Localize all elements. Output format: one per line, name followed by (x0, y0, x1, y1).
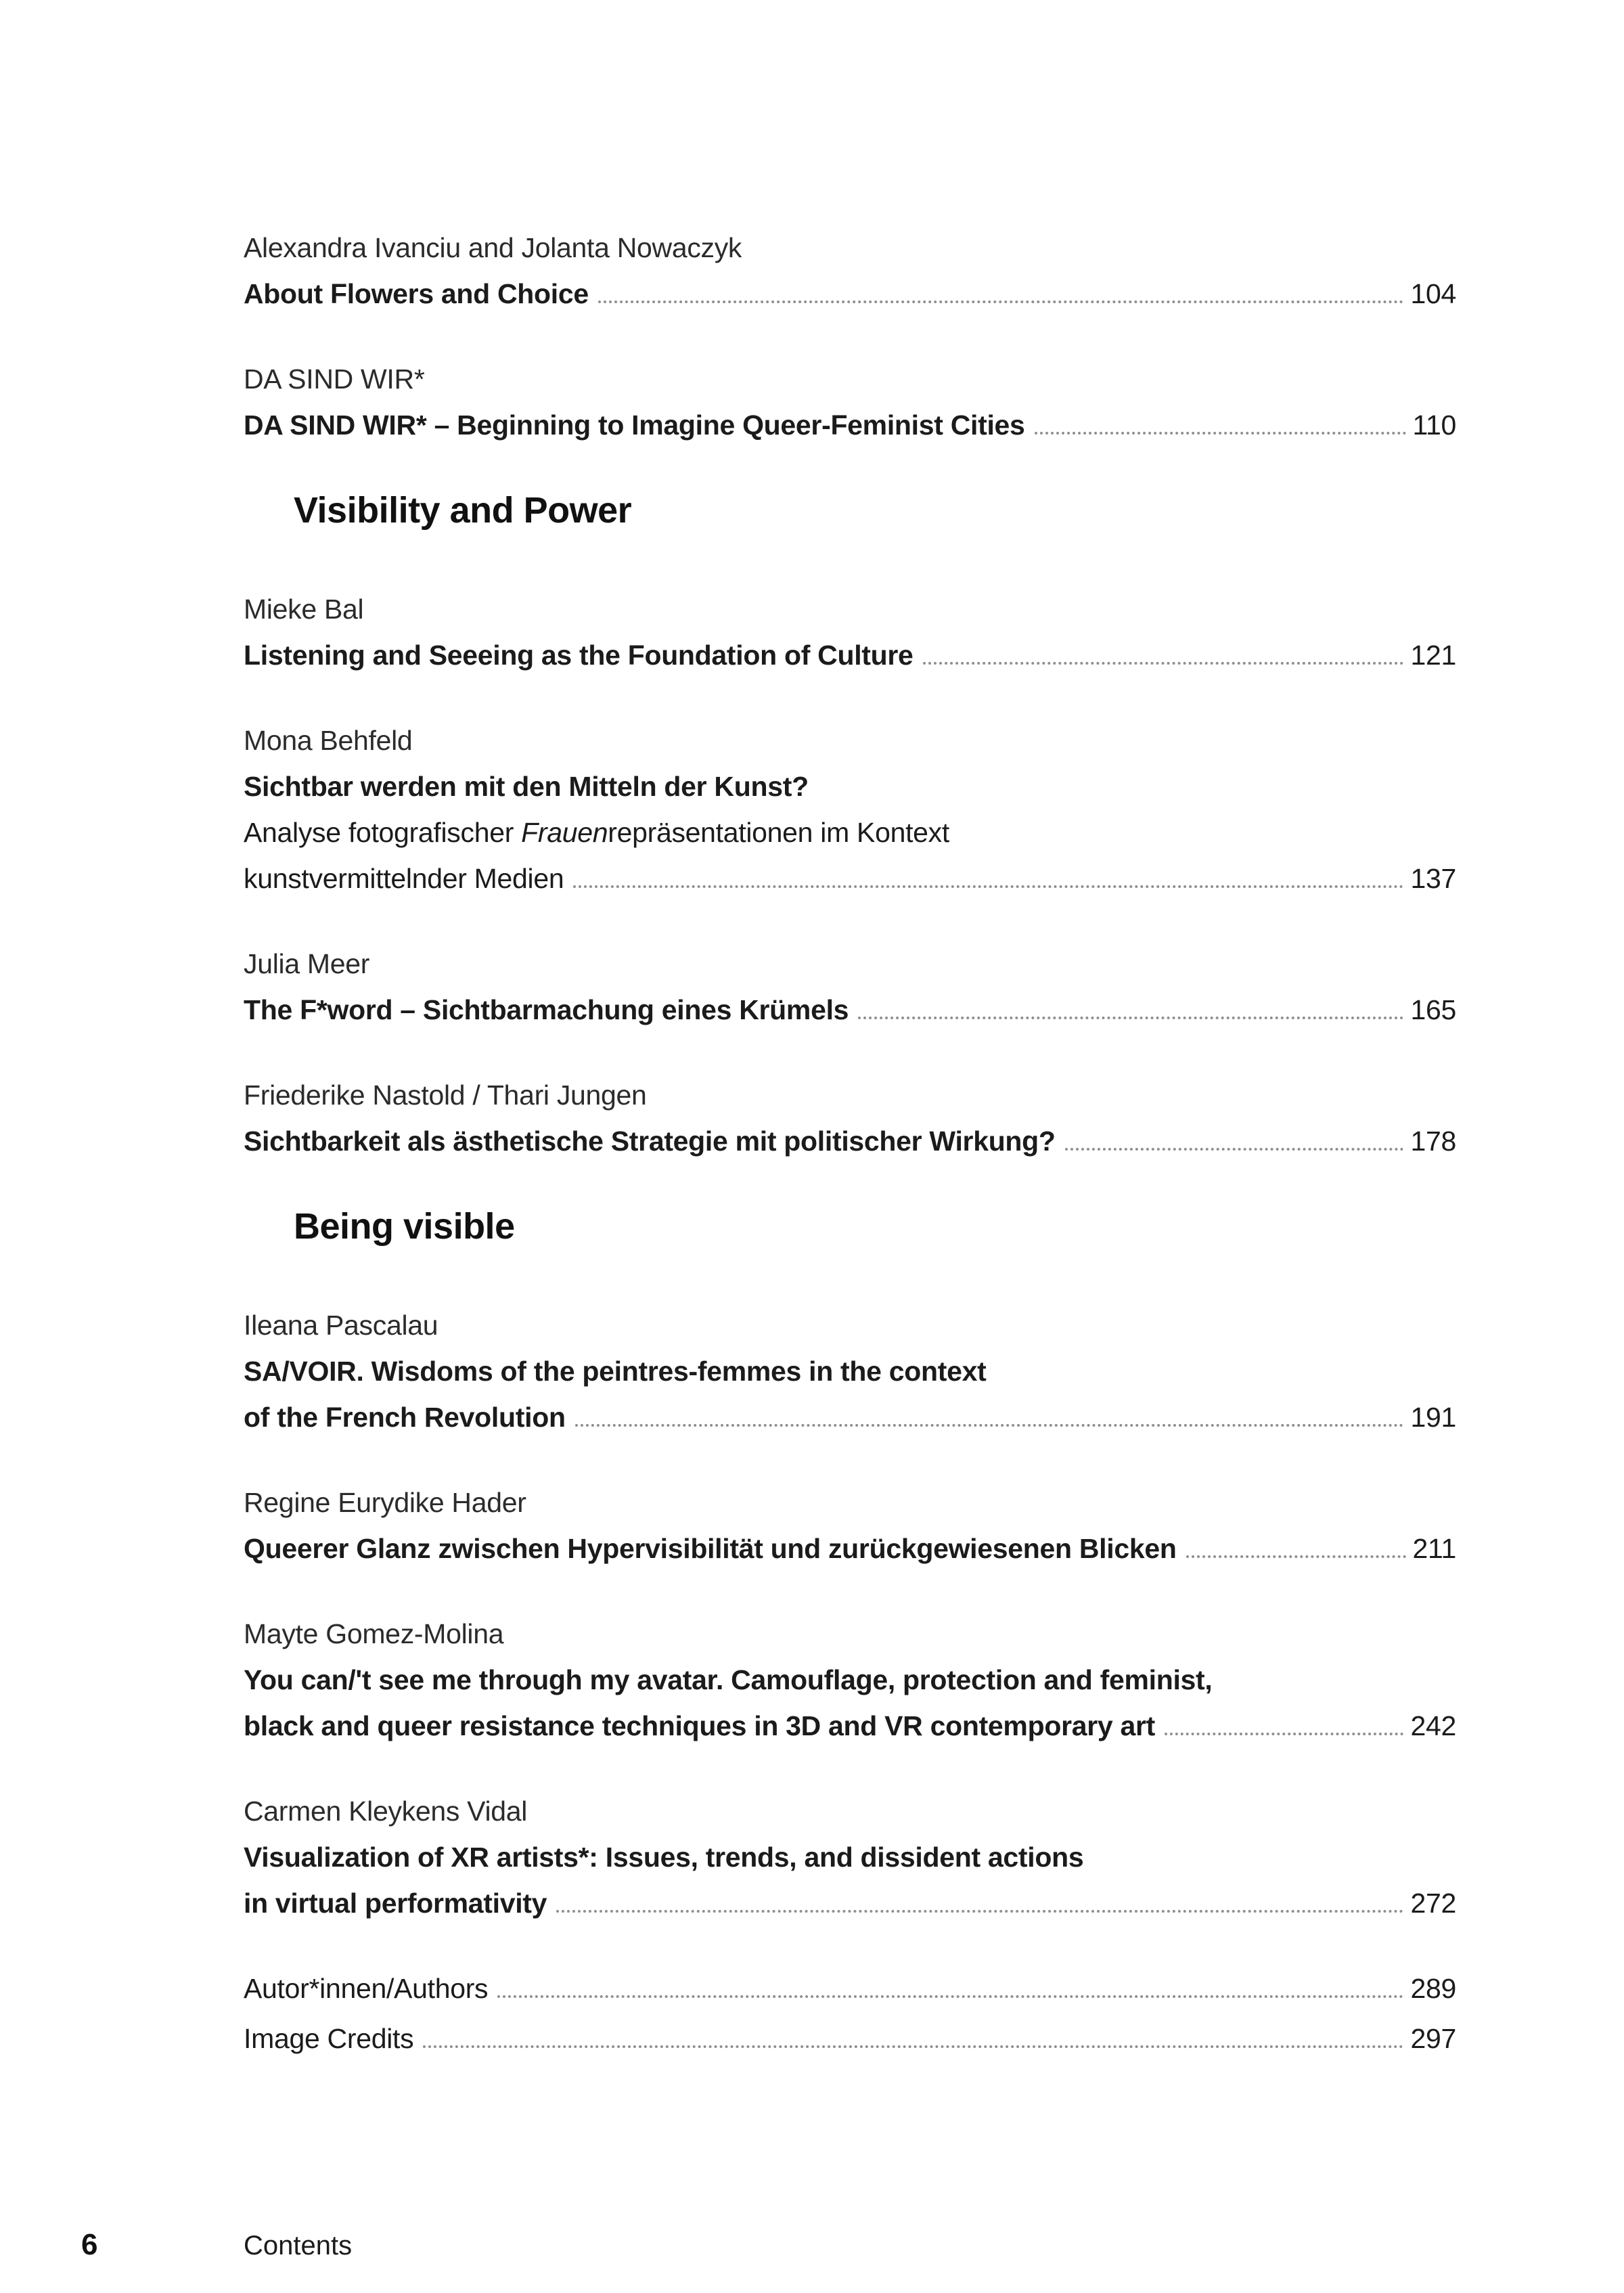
dot-leader (1035, 432, 1406, 435)
entry-title-line (244, 632, 1456, 678)
dot-leader (598, 300, 1404, 303)
entry-title-line (244, 1394, 1456, 1440)
dot-leader (923, 662, 1404, 665)
entry-author: Mayte Gomez-Molina (244, 1618, 504, 1649)
entry-subtitle-line (244, 809, 1456, 855)
dot-leader (573, 885, 1403, 888)
entry-title: Image Credits (244, 2023, 414, 2054)
entry-title-line (244, 1880, 1456, 1926)
entry-page-number: 242 (1410, 1710, 1456, 1741)
dot-leader (423, 2045, 1403, 2048)
entry-page-number: 110 (1412, 409, 1456, 441)
entry-title-line (244, 1834, 1456, 1880)
toc-entry (244, 1788, 1456, 1926)
entry-author: Regine Eurydike Hader (244, 1487, 526, 1518)
dot-leader (575, 1424, 1404, 1427)
dot-leader (858, 1017, 1403, 1019)
subtitle-italic-text: Frauen (521, 817, 608, 848)
entry-title: Queerer Glanz zwischen Hypervisibilität und zurückgewiesenen Blicken (244, 1533, 1177, 1564)
entry-title-line (244, 1703, 1456, 1749)
toc-entry (244, 586, 1456, 678)
dot-leader (1186, 1555, 1406, 1558)
page-number: 6 (81, 2228, 98, 2261)
entry-author: Friederike Nastold / Thari Jungen (244, 1079, 647, 1111)
entry-title: You can/'t see me through my avatar. Camouflage, protection and feminist, (244, 1664, 1213, 1695)
toc-entry (244, 717, 1456, 901)
toc-entry (244, 1072, 1456, 1164)
entry-title: Listening and Seeeing as the Foundation of Culture (244, 640, 914, 671)
entry-page-number: 121 (1410, 640, 1456, 671)
entry-title: The F*word – Sichtbarmachung eines Krümels (244, 994, 849, 1025)
entry-title-line (244, 987, 1456, 1033)
entry-page-number: 165 (1410, 994, 1456, 1025)
subtitle-text: Analyse fotografischer (244, 817, 522, 848)
entry-author: Mona Behfeld (244, 725, 413, 756)
table-of-contents (244, 225, 1456, 2062)
toc-entry (244, 1611, 1456, 1749)
toc-entry (244, 1479, 1456, 1572)
entry-author: Carmen Kleykens Vidal (244, 1796, 528, 1827)
entry-author: DA SIND WIR* (244, 363, 425, 395)
entry-title-line (244, 1118, 1456, 1164)
entry-author: Alexandra Ivanciu and Jolanta Nowaczyk (244, 232, 742, 263)
entry-title: of the French Revolution (244, 1402, 566, 1433)
entry-title: DA SIND WIR* – Beginning to Imagine Queer-Feminist Cities (244, 409, 1025, 441)
entry-page-number: 191 (1410, 1402, 1456, 1433)
entry-page-number: 104 (1410, 278, 1456, 309)
entry-title: About Flowers and Choice (244, 278, 589, 309)
entry-title-line (244, 402, 1456, 448)
section-heading-being-visible: Being visible (294, 1206, 515, 1247)
entry-page-number: 289 (1410, 1973, 1456, 2004)
entry-title-line (244, 1348, 1456, 1394)
entry-title-line (244, 2016, 1456, 2062)
entry-title-line (244, 1526, 1456, 1572)
entry-page-number: 297 (1410, 2023, 1456, 2054)
entry-author: Ileana Pascalau (244, 1310, 438, 1341)
entry-title: Visualization of XR artists*: Issues, trends, and dissident actions (244, 1842, 1084, 1873)
dot-leader (556, 1910, 1403, 1913)
entry-page-number: 137 (1410, 863, 1456, 894)
dot-leader (1065, 1148, 1404, 1151)
toc-entry (244, 2016, 1456, 2062)
entry-title-line (244, 271, 1456, 317)
entry-author: Julia Meer (244, 948, 370, 979)
entry-subtitle (244, 809, 949, 855)
toc-entry (244, 225, 1456, 317)
subtitle-text: repräsentationen im Kontext (608, 817, 949, 848)
entry-subtitle: kunstvermittelnder Medien (244, 863, 564, 894)
entry-title: Autor*innen/Authors (244, 1973, 489, 2004)
entry-title: SA/VOIR. Wisdoms of the peintres-femmes in the context (244, 1356, 987, 1387)
dot-leader (497, 1995, 1403, 1998)
entry-title-line (244, 763, 1456, 809)
entry-title: in virtual performativity (244, 1888, 547, 1919)
entry-title: Sichtbar werden mit den Mitteln der Kunst? (244, 771, 809, 802)
entry-title: Sichtbarkeit als ästhetische Strategie mit politischer Wirkung? (244, 1126, 1056, 1157)
entry-title-line (244, 1657, 1456, 1703)
toc-entry (244, 1965, 1456, 2011)
entry-page-number: 272 (1410, 1888, 1456, 1919)
page-footer (0, 2228, 1624, 2269)
entry-title-line (244, 1965, 1456, 2011)
entry-author: Mieke Bal (244, 594, 364, 625)
toc-entry (244, 941, 1456, 1033)
footer-contents-label: Contents (244, 2231, 353, 2261)
entry-title: black and queer resistance techniques in 3D and VR contemporary art (244, 1710, 1155, 1741)
entry-subtitle-line (244, 855, 1456, 901)
toc-entry (244, 1302, 1456, 1440)
entry-page-number: 211 (1412, 1533, 1456, 1564)
section-heading-visibility-and-power: Visibility and Power (294, 490, 632, 531)
dot-leader (1165, 1733, 1403, 1735)
toc-entry (244, 356, 1456, 448)
entry-page-number: 178 (1410, 1126, 1456, 1157)
